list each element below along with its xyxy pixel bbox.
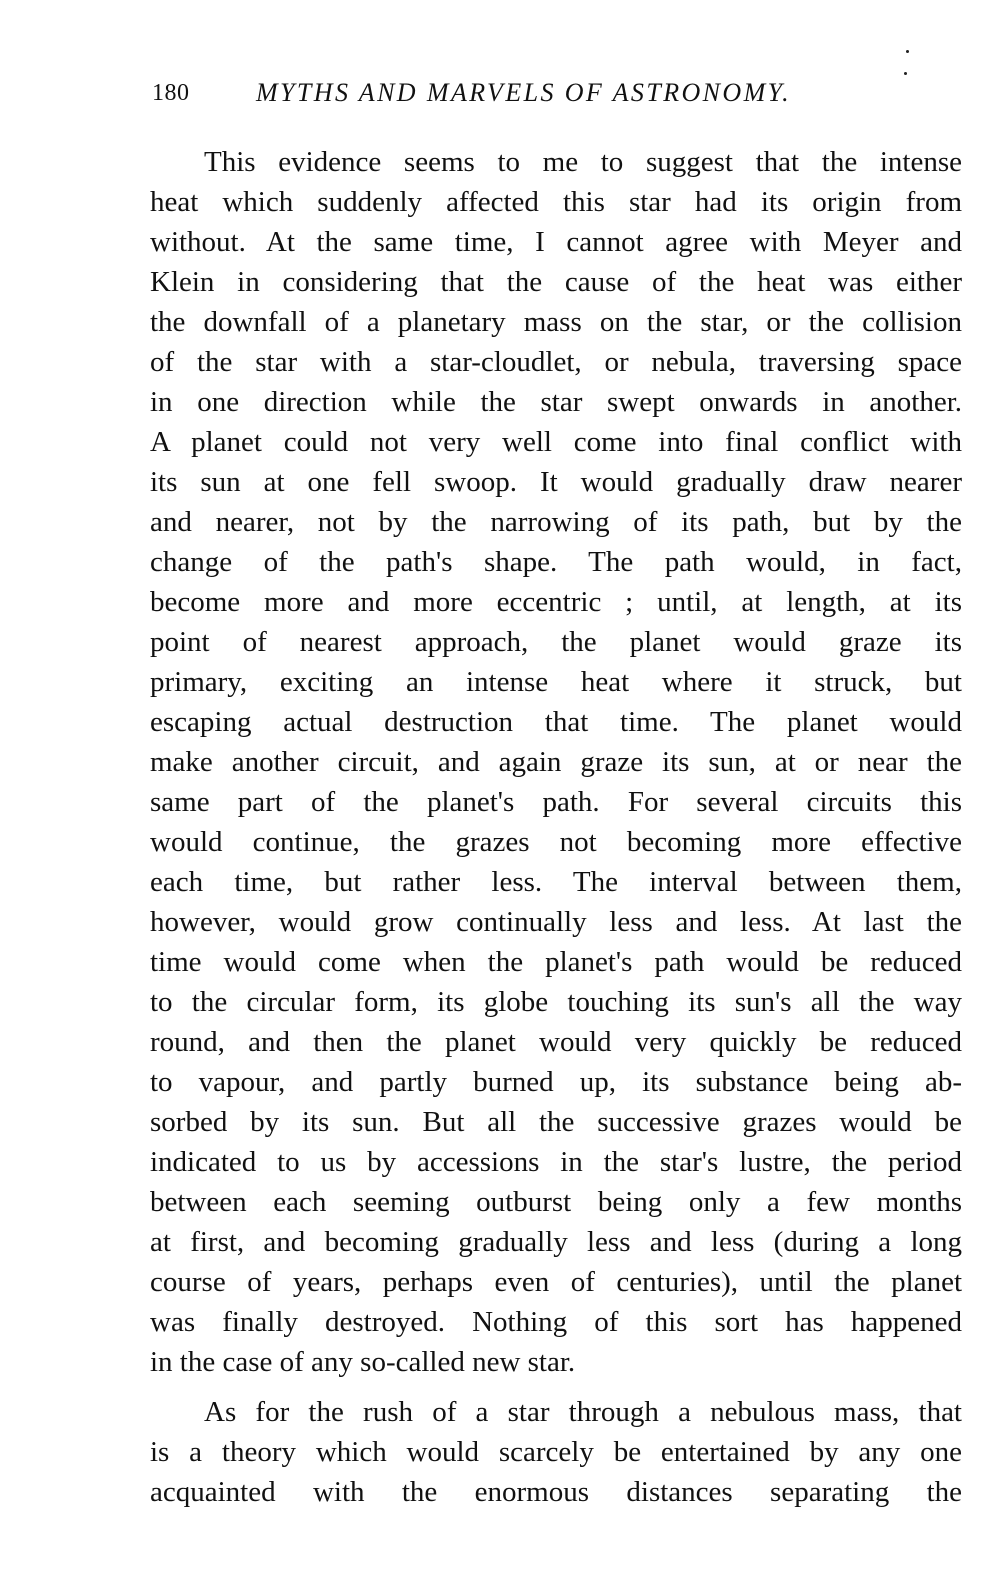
text-line: make another circuit, and again graze its sun, at or near the: [150, 746, 962, 778]
text-line: to the circular form, its globe touching its sun's all the way: [150, 986, 962, 1018]
paragraph-gap: [150, 1382, 962, 1392]
text-line: was finally destroyed. Nothing of this sort has happened: [150, 1306, 962, 1338]
text-line: without. At the same time, I cannot agree with Meyer and: [150, 226, 962, 258]
text-line: Klein in considering that the cause of the heat was either: [150, 266, 962, 298]
text-line: This evidence seems to me to suggest that the intense: [204, 146, 962, 178]
running-title: MYTHS AND MARVELS OF ASTRONOMY.: [256, 78, 791, 107]
text-line: at first, and becoming gradually less and less (during a long: [150, 1226, 962, 1258]
paragraph: [150, 142, 962, 1382]
text-line: round, and then the planet would very quickly be reduced: [150, 1026, 962, 1058]
paper-speck: [904, 72, 907, 75]
text-line: however, would grow continually less and less. At last the: [150, 906, 962, 938]
text-line: its sun at one fell swoop. It would gradually draw nearer: [150, 466, 962, 498]
text-line: same part of the planet's path. For several circuits this: [150, 786, 962, 818]
text-line: each time, but rather less. The interval between them,: [150, 866, 962, 898]
text-line: time would come when the planet's path would be reduced: [150, 946, 962, 978]
text-line: would continue, the grazes not becoming more effective: [150, 826, 962, 858]
text-line: in the case of any so-called new star.: [150, 1346, 576, 1378]
text-line: point of nearest approach, the planet would graze its: [150, 626, 962, 658]
text-line: become more and more eccentric ; until, at length, at its: [150, 586, 962, 618]
text-line: change of the path's shape. The path would, in fact,: [150, 546, 962, 578]
text-line: As for the rush of a star through a nebulous mass, that: [204, 1396, 962, 1428]
text-line: to vapour, and partly burned up, its substance being ab-: [150, 1066, 962, 1098]
text-line: the downfall of a planetary mass on the star, or the collision: [150, 306, 962, 338]
text-line: indicated to us by accessions in the star's lustre, the period: [150, 1146, 962, 1178]
text-line: of the star with a star-cloudlet, or nebula, traversing space: [150, 346, 962, 378]
paragraph: [150, 1392, 962, 1512]
running-header: [152, 78, 872, 112]
text-line: and nearer, not by the narrowing of its path, but by the: [150, 506, 962, 538]
body-text: [150, 142, 962, 1512]
paper-speck: [906, 50, 909, 53]
text-line: acquainted with the enormous distances separating the: [150, 1476, 962, 1508]
text-line: heat which suddenly affected this star had its origin from: [150, 186, 962, 218]
text-line: between each seeming outburst being only a few months: [150, 1186, 962, 1218]
text-line: primary, exciting an intense heat where it struck, but: [150, 666, 962, 698]
text-line: A planet could not very well come into final conflict with: [150, 426, 962, 458]
text-line: is a theory which would scarcely be entertained by any one: [150, 1436, 962, 1468]
text-line: in one direction while the star swept onwards in another.: [150, 386, 962, 418]
text-line: sorbed by its sun. But all the successive grazes would be: [150, 1106, 962, 1138]
text-line: course of years, perhaps even of centuries), until the planet: [150, 1266, 962, 1298]
text-line: escaping actual destruction that time. The planet would: [150, 706, 962, 738]
page-number: 180: [152, 80, 190, 106]
